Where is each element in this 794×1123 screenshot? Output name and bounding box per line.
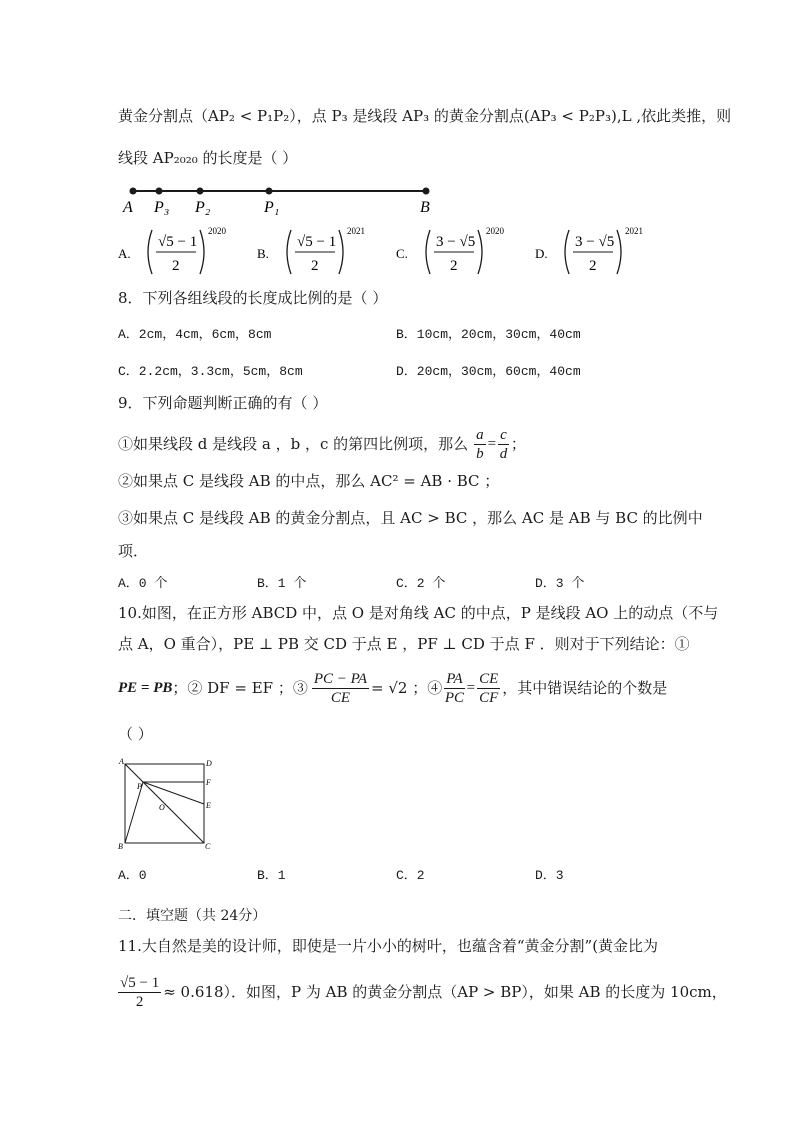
point-p3 [156,188,163,195]
segment-pb [125,782,143,843]
svg-text:O: O [159,803,165,812]
q10-answer-paren: （ ） [118,725,153,743]
svg-text:D: D [206,759,212,768]
q9-statement-1: ①如果线段 d 是线段 a ，b ，c 的第四比例项，那么 $\frac{a}{b}$ = $\frac{c}{d}$ ； [118,426,526,462]
svg-text:2: 2 [172,258,180,274]
svg-text:B.: B. [257,246,269,261]
q9-option-b: B．1 个 [257,576,307,591]
svg-text:A: A [119,757,124,766]
svg-text:2021: 2021 [347,226,365,236]
q7-stem-line2: 线段 AP₂₀₂₀ 的长度是（ ） [118,149,298,167]
q8-option-d: D．20cm，30cm，60cm，40cm [396,364,581,379]
fraction-c-over-d: $\frac{c}{d}$ [499,426,508,462]
svg-text:2: 2 [450,258,458,274]
section-heading: 二．填空题（共 24分） [118,908,267,924]
q10-option-d: D．3 [535,868,564,883]
fraction-pa-over-pc: $\frac{PA}{PC}$ [444,670,465,706]
svg-text:A.: A. [118,246,131,261]
q9-statement-2: ②如果点 C 是线段 AB 的中点，那么 AC² = AB · BC ； [118,472,500,490]
segment-pe [143,782,204,804]
q10-stem-line3: PE = PB ；② DF = EF ；③ $\frac{PC - PA}{CE}$ = √2 ；④ $\frac{PA}{PC}$ = $\frac{CE}{CF}$ ，其中错误结论的个数是 [118,670,668,706]
q10-stem-line2: 点 A，O 重合），PE ⊥ PB 交 CD 于点 E ，PF ⊥ CD 于点 F ．则对于下列结论：① [118,635,690,653]
q11-stem-line1: 11.大自然是美的设计师，即使是一片小小的树叶，也蕴含着“黄金分割”(黄金比为 [118,937,659,955]
svg-text:2021: 2021 [625,226,643,236]
svg-text:C.: C. [396,246,408,261]
svg-text:B: B [118,842,123,851]
label-p3: P₃ [154,199,170,216]
q9-option-d: D．3 个 [535,576,585,591]
svg-text:√5 − 1: √5 − 1 [297,234,337,250]
label-a: A [123,199,133,216]
point-a [130,188,137,195]
fraction-pc-pa-over-ce: $\frac{PC - PA}{CE}$ [313,670,368,706]
label-b: B [420,199,430,216]
svg-text:3 − √5: 3 − √5 [436,234,476,250]
point-b [423,188,430,195]
svg-text:2020: 2020 [486,226,504,236]
q7-segment-figure [118,180,448,220]
q8-stem: 8．下列各组线段的长度成比例的是（ ） [118,289,388,307]
q9-statement-3b: 项． [118,542,149,560]
svg-text:D.: D. [535,246,548,261]
svg-text:C: C [205,842,211,851]
label-p1: P₁ [264,199,280,216]
golden-ratio-fraction: $\frac{√5 - 1}{2}$ [120,974,160,1010]
q8-option-a: A．2cm，4cm，6cm，8cm [118,327,272,342]
svg-text:3 − √5: 3 − √5 [575,234,615,250]
label-p2: P₂ [195,199,211,216]
q9-statement-3a: ③如果点 C 是线段 AB 的黄金分割点，且 AC > BC ，那么 AC 是 AB 与 BC 的比例中 [118,509,703,527]
q9-option-a: A．0 个 [118,576,168,591]
q7-options [110,224,670,282]
q10-stem-line1: 10.如图，在正方形 ABCD 中，点 O 是对角线 AC 的中点，P 是线段 AO 上的动点（不与 [118,604,719,622]
q7-stem-line1: 黄金分割点（AP₂ < P₁P₂），点 P₃ 是线段 AP₃ 的黄金分割点(AP₃ < P₂P₃),L ,依此类推，则 [118,107,732,125]
q11-stem-line2: $\frac{√5 - 1}{2}$ ≈ 0.618）．如图，P 为 AB 的黄金分割点（AP > BP），如果 AB 的长度为 10cm， [120,974,727,1010]
q10-option-a: A．0 [118,868,147,883]
svg-text:2: 2 [589,258,597,274]
svg-text:P: P [137,782,142,791]
q9-option-c: C．2 个 [396,576,446,591]
fraction-a-over-b: $\frac{a}{b}$ [476,426,484,462]
q8-option-c: C．2.2cm，3.3cm，5cm，8cm [118,364,303,379]
q7-option-a [118,226,227,274]
q7-option-d [535,226,643,274]
q10-option-b: B．1 [257,868,286,883]
q8-option-b: B．10cm，20cm，30cm，40cm [396,327,581,342]
q10-option-c: C．2 [396,868,425,883]
svg-text:√5 − 1: √5 − 1 [158,234,198,250]
point-p1 [266,188,273,195]
q9-stem: 9．下列命题判断正确的有（ ） [118,394,328,412]
q10-square-figure [112,756,222,852]
conclusion-1: PE = PB [118,680,173,696]
svg-text:F: F [206,778,211,787]
svg-text:E: E [206,801,211,810]
fraction-ce-over-cf: $\frac{CE}{CF}$ [479,670,499,706]
svg-text:2: 2 [311,258,319,274]
q7-option-b [257,226,365,274]
svg-text:2020: 2020 [208,226,226,236]
q7-option-c [396,226,505,274]
point-p2 [197,188,204,195]
